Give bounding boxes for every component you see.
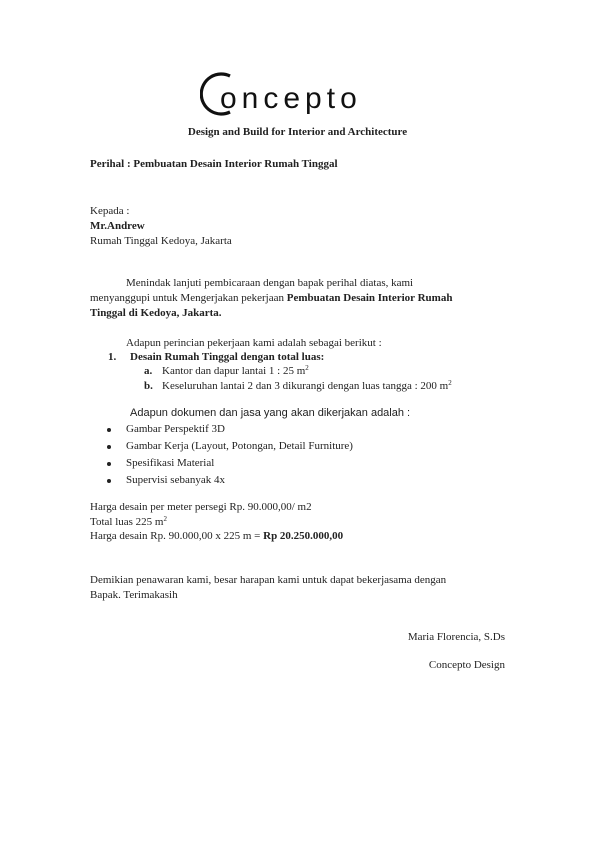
numbered-item-title: Desain Rumah Tinggal dengan total luas: bbox=[130, 351, 325, 363]
subitem-b-body: Keseluruhan lantai 2 dan 3 dikurangi dengan luas tangga : 200 m bbox=[162, 380, 449, 392]
logo-text: oncepto bbox=[220, 82, 362, 115]
recipient-label: Kepada : bbox=[90, 205, 130, 217]
subitem-b-letter: b. bbox=[144, 380, 153, 392]
document-item: Gambar Perspektif 3D bbox=[126, 423, 225, 435]
bullet-icon bbox=[107, 462, 111, 466]
subitem-b-sup: 2 bbox=[448, 379, 452, 387]
subitem-a-letter: a. bbox=[144, 365, 153, 377]
intro-line-3: Tinggal di Kedoya, Jakarta. bbox=[90, 307, 222, 319]
documents-intro: Adapun dokumen dan jasa yang akan dikerjakan adalah : bbox=[130, 407, 411, 419]
details-intro: Adapun perincian pekerjaan kami adalah sebagai berikut : bbox=[126, 337, 382, 349]
document-item: Supervisi sebanyak 4x bbox=[126, 474, 225, 486]
price-rate: Harga desain per meter persegi Rp. 90.000,00/ m2 bbox=[90, 501, 312, 513]
bullet-icon bbox=[107, 445, 111, 449]
price-calc-plain: Harga desain Rp. 90.000,00 x 225 m = bbox=[90, 530, 264, 542]
closing-line-2: Bapak. Terimakasih bbox=[90, 589, 178, 601]
intro-line-1: Menindak lanjuti pembicaraan dengan bapak perihal diatas, kami bbox=[126, 277, 414, 289]
intro-line-2-plain: menyanggupi untuk Mengerjakan pekerjaan bbox=[90, 292, 287, 304]
closing-line-1: Demikian penawaran kami, besar harapan kami untuk dapat bekerjasama dengan bbox=[90, 574, 447, 586]
tagline: Design and Build for Interior and Architecture bbox=[187, 126, 408, 138]
bullet-icon bbox=[107, 479, 111, 483]
numbered-item-number: 1. bbox=[108, 351, 117, 363]
total-area-text: Total luas 225 m bbox=[90, 516, 164, 528]
subitem-a-text bbox=[162, 364, 309, 378]
total-area-sup: 2 bbox=[163, 515, 167, 523]
subitem-a-body: Kantor dan dapur lantai 1 : 25 m bbox=[162, 365, 306, 377]
document-item: Spesifikasi Material bbox=[126, 457, 215, 469]
subitem-b-text bbox=[162, 379, 452, 393]
price-calc-total: Rp 20.250.000,00 bbox=[263, 530, 344, 542]
recipient-address: Rumah Tinggal Kedoya, Jakarta bbox=[90, 235, 232, 247]
concepto-logo bbox=[200, 68, 400, 120]
subject-line: Perihal : Pembuatan Desain Interior Rumah Tinggal bbox=[90, 158, 338, 170]
price-calculation bbox=[90, 529, 343, 543]
signature-name: Maria Florencia, S.Ds bbox=[407, 631, 505, 643]
recipient-name: Mr.Andrew bbox=[90, 220, 145, 232]
total-area bbox=[90, 515, 167, 529]
subitem-a-sup: 2 bbox=[305, 364, 309, 372]
bullet-icon bbox=[107, 428, 111, 432]
document-item: Gambar Kerja (Layout, Potongan, Detail Furniture) bbox=[126, 440, 353, 452]
signature-company: Concepto Design bbox=[428, 659, 505, 671]
intro-line-2 bbox=[90, 291, 452, 305]
intro-line-2-bold: Pembuatan Desain Interior Rumah bbox=[286, 292, 453, 304]
